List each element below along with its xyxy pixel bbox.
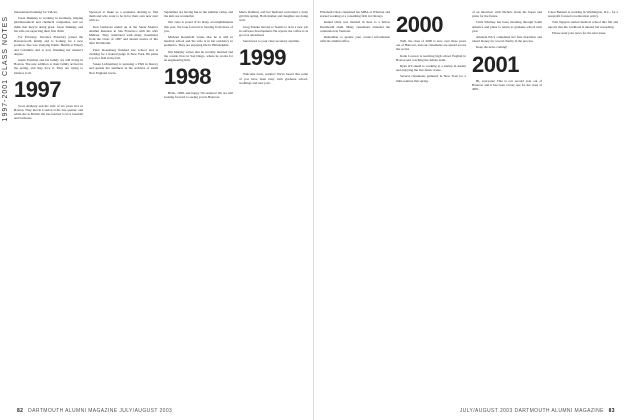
column-8 (548, 10, 618, 396)
paragraph: Jim Murphy writes that he recently married and the couple lives in San Diego, where he works for an engineering firm. (164, 49, 233, 63)
paragraph: Katie Lawson is teaching high school English in Boston and coaching the debate team. (396, 53, 466, 62)
column-1 (14, 10, 83, 396)
column-5 (320, 10, 390, 396)
paragraph: Keep the news coming! (476, 45, 508, 50)
column-2 (89, 10, 158, 396)
paragraph: Hi, everyone! This is our second year out of Hanover and it has been a busy one for the class of 2001. (472, 78, 542, 92)
paragraph: Several classmates gathered in New York for a mini-reunion this spring. (396, 74, 466, 83)
paragraph: For February, Veronica Fiduciary joined the Ravensworth family and is looking for a new position. She was studying Public Health at Emory and Columbia and is now finishing her master's degree. (14, 35, 83, 56)
paragraph: Remember to update your contact information with the alumni office. (320, 35, 390, 44)
issue-date: JULY/AUGUST 2003 (459, 408, 513, 414)
year-heading-2000: 2000 (396, 12, 443, 37)
paragraph: Elizabeth Chen completed her MBA at Wharton and started working at a consulting firm in Chicago. (320, 10, 390, 19)
year-heading-1997: 1997 (14, 76, 61, 102)
paragraph: Please send your news for the next issue. (552, 30, 607, 35)
paragraph: international banking for Vulcan. (14, 10, 58, 14)
paragraph: Amanda Price completed her first marathon and raised money for a local charity in the process. (472, 35, 542, 44)
column-6 (396, 10, 466, 396)
paragraph: Sponsors to make as a weekend, sharing to find them and who want to be in for their own new start with us. (89, 10, 158, 23)
paragraph: Well, the class of 2000 is now over three years out of Hanover, and our classmates are spread across the world. (396, 39, 466, 52)
right-columns (320, 10, 618, 396)
paragraph: Ryan O'Connell is working at a startup in Austin and enjoying the live music scene. (396, 64, 466, 73)
publication-name: DARTMOUTH ALUMNI MAGAZINE (28, 408, 118, 414)
column-3 (164, 10, 233, 396)
left-columns (14, 10, 308, 396)
paragraph: Ken Gutierrez ended up at the Santa Monica Alumni Reunion in San Francisco with his wife Melissa. They celebrated with many classmates from the Class of 1997 and shared stories of life after Dartmouth. (89, 24, 158, 46)
paragraph: Justin Portman and his family are still living in Boston. The new addition to their family arrived in the spring, and they love it. They are trying to balance it all. (14, 58, 83, 75)
paragraph: Welcome back, readers! We've heard that some of you have been busy with graduate school, weddings and new jobs. (239, 72, 308, 85)
year-heading-2001: 2001 (472, 51, 519, 77)
paragraph: Send news to your class secretary anytime. (243, 39, 300, 44)
column-4 (239, 10, 308, 396)
paragraph: Daniel Ortiz was married in June to a fellow Dartmouth alum. Many classmates attended the celebration in Vermont. (320, 20, 390, 33)
paragraph: of an interview with Nichols about his hopes and plans for the future. (472, 10, 542, 19)
paragraph: Maria Ramirez and her husband welcomed a baby girl this spring. Both mother and daughter are doing well. (239, 10, 308, 23)
paragraph: Michael Rosenfeld writes that he is still in medical school and his wife is in her residency in pediatrics. They are enjoying life in Philadelphia. (164, 35, 233, 48)
paragraph: Greg Tanaka moved to Seattle to start a new job in software development. He reports the coffee is as good as advertised. (239, 24, 308, 38)
paragraph: Susan Lichtenberg is pursuing a PhD in history and spends her summers in the archives of small New England towns. (89, 62, 158, 75)
right-page (314, 0, 628, 420)
paragraph: Our class is proud of its many accomplishments this year. We look forward to hearing from more of you. (164, 20, 233, 33)
column-7 (472, 10, 542, 396)
paragraph: Laura Bennett is working in Washington, D.C., for a nonprofit focused on education policy. (548, 10, 618, 19)
issue-date: JULY/AUGUST 2003 (119, 408, 173, 414)
paragraph: Chris Whitney has been traveling through South America and plans to return to graduate school next year. (472, 20, 542, 33)
year-heading-1998: 1998 (164, 64, 211, 90)
publication-name: DARTMOUTH ALUMNI MAGAZINE (514, 408, 604, 414)
paragraph: Jason Dunkley is working in Germany, helping pharmaceutical and chemical companies, and we think that they're doing great. Jason Dunkley and his wife are expecting their first child. (14, 16, 83, 33)
year-heading-1999: 1999 (239, 45, 286, 71)
footer-right (460, 408, 618, 414)
running-head: 1997-2001 CLASS NOTES (2, 16, 9, 122)
paragraph: Tom Nguyen started medical school this fall and reports that the workload is intense but rewarding. (548, 20, 618, 29)
paragraph: Scott Anthony and his wife of six years live in Boston. They met in London at the late quarter, and while she is British she has learned to love baseball and barbecue. (14, 103, 83, 121)
page-number: 82 (17, 408, 24, 414)
page-number: 83 (608, 408, 615, 414)
paragraph: Hello, 1998, and happy 5th reunion! We are still looking forward to seeing you in Hanover. (164, 91, 233, 100)
paragraph: September are having fun in the summer camp, and the kids are wonderful. (164, 10, 233, 19)
paragraph: Peter Rosenberg finished law school and is clerking for a federal judge in New York. He plans to join a firm in the fall. (89, 47, 158, 61)
footer-left (14, 408, 172, 414)
